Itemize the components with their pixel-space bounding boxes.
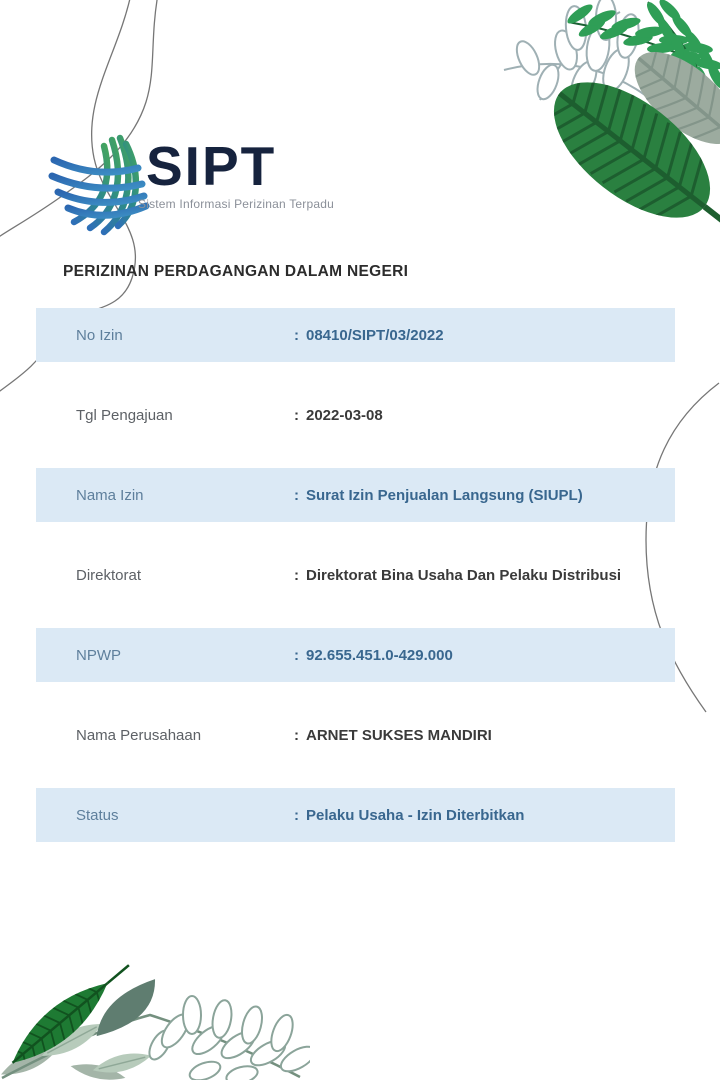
row-separator: : [294, 486, 299, 504]
row-label: Tgl Pengajuan [76, 406, 173, 424]
detail-row-no-izin [36, 308, 675, 362]
detail-row-npwp [36, 628, 675, 682]
detail-row-nama-perusahaan [36, 708, 675, 762]
detail-row-nama-izin [36, 468, 675, 522]
permit-details-list [36, 308, 675, 868]
row-label: Direktorat [76, 566, 142, 584]
row-label: Nama Perusahaan [76, 726, 202, 744]
row-value: 2022-03-08 [306, 406, 383, 424]
row-separator: : [294, 806, 299, 824]
row-separator: : [294, 566, 299, 584]
row-label: NPWP [76, 646, 121, 664]
status-badge: Pelaku Usaha - Izin Diterbitkan [306, 806, 525, 824]
row-separator: : [294, 646, 299, 664]
brand-tagline: Sistem Informasi Perizinan Terpadu [138, 197, 334, 211]
sipt-logo [46, 124, 386, 244]
detail-row-status [36, 788, 675, 842]
sipt-weave-logo-icon [46, 126, 156, 238]
row-value: 08410/SIPT/03/2022 [306, 326, 444, 344]
detail-row-direktorat [36, 548, 675, 602]
row-label: Nama Izin [76, 486, 144, 504]
detail-row-tgl-pengajuan [36, 388, 675, 442]
row-value: ARNET SUKSES MANDIRI [306, 726, 492, 744]
row-value: Surat Izin Penjualan Langsung (SIUPL) [306, 486, 583, 504]
leaves-bottom-left-illustration [0, 945, 310, 1080]
row-label: No Izin [76, 326, 123, 344]
brand-name: SIPT [146, 135, 277, 197]
leaves-top-right-illustration [480, 0, 720, 235]
row-separator: : [294, 406, 299, 424]
row-value: 92.655.451.0-429.000 [306, 646, 453, 664]
page-title: PERIZINAN PERDAGANGAN DALAM NEGERI [63, 263, 409, 280]
row-separator: : [294, 726, 299, 744]
row-label: Status [76, 806, 119, 824]
row-separator: : [294, 326, 299, 344]
row-value: Direktorat Bina Usaha Dan Pelaku Distribusi [306, 566, 622, 584]
